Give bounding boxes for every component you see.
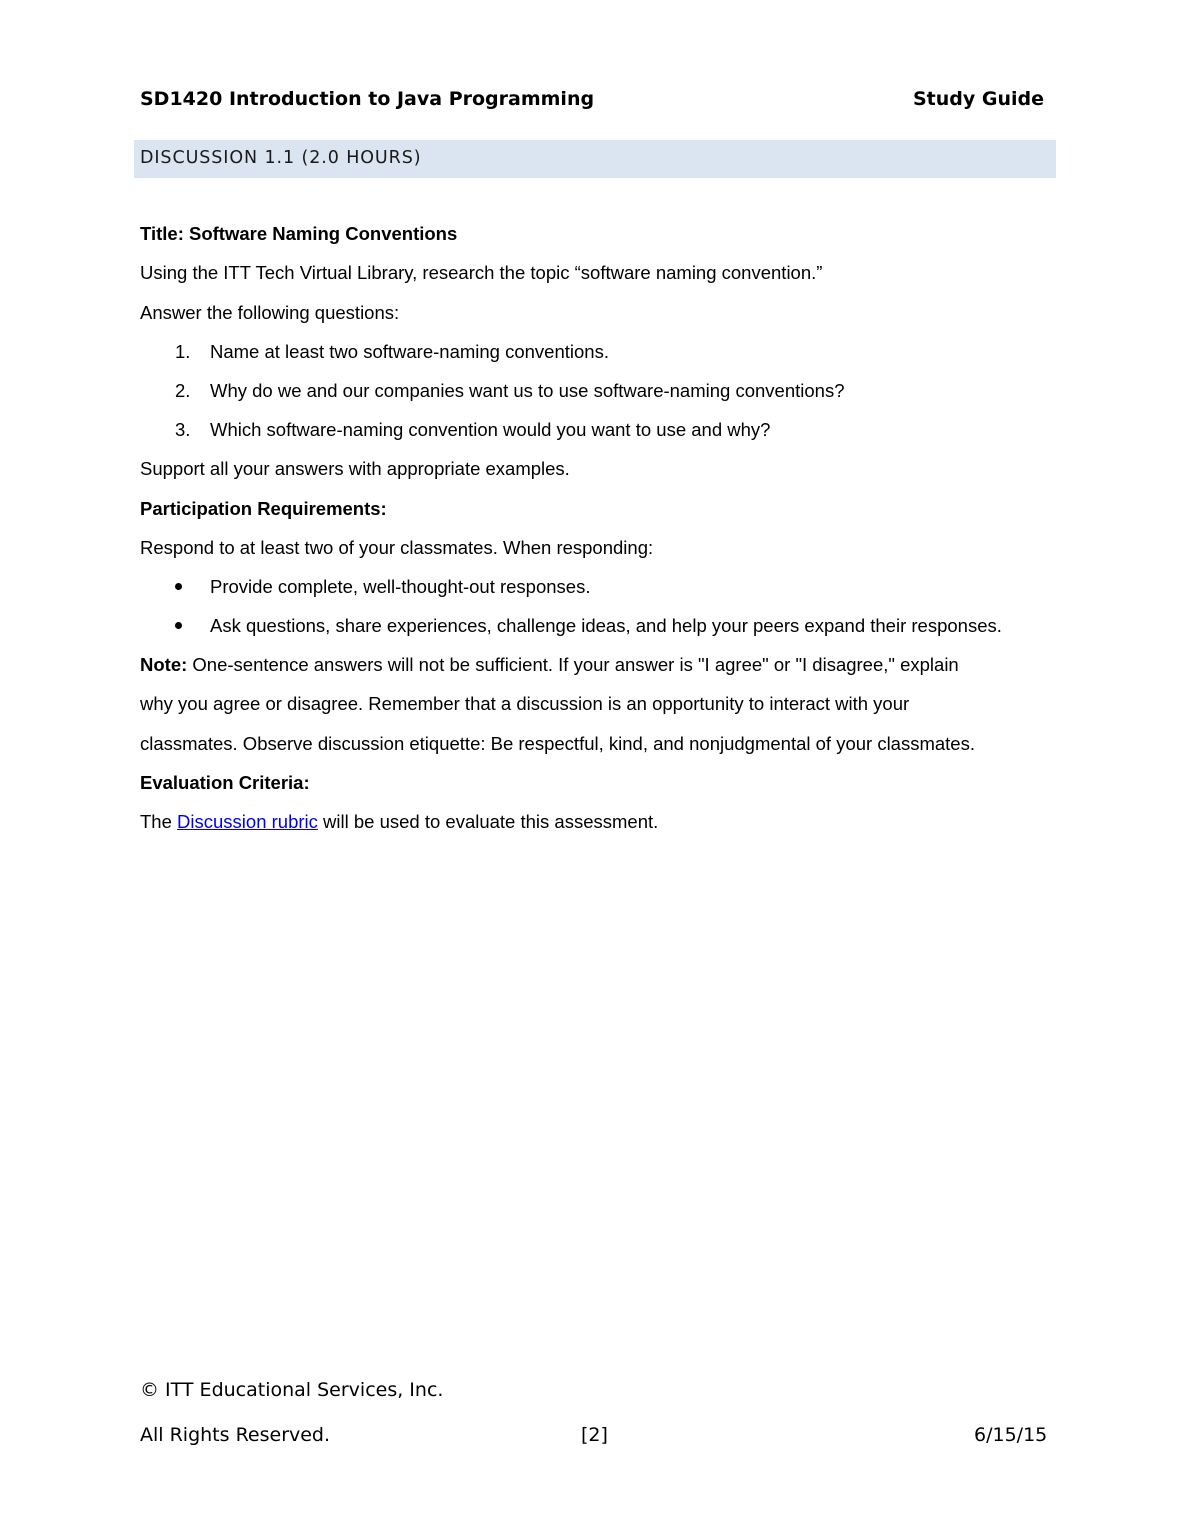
note-line	[140, 653, 959, 677]
note-line: classmates. Observe discussion etiquette: Be respectful, kind, and nonjudgmental of your classmates.	[140, 733, 975, 754]
participation-intro: Respond to at least two of your classmates. When responding:	[140, 537, 654, 558]
footer-rights: All Rights Reserved.	[140, 1424, 331, 1446]
evaluation-paragraph	[140, 810, 658, 834]
footer-date: 6/15/15	[974, 1424, 1048, 1446]
discussion-rubric-link[interactable]: Discussion rubric	[177, 811, 318, 832]
section-heading-bar	[134, 140, 1056, 178]
participation-heading: Participation Requirements:	[140, 498, 387, 519]
bullet-icon	[175, 622, 182, 629]
question-text: Which software-naming convention would you want to use and why?	[210, 419, 771, 440]
evaluation-suffix: will be used to evaluate this assessment.	[317, 811, 659, 832]
intro-paragraph: Using the ITT Tech Virtual Library, research the topic “software naming convention.”	[140, 262, 823, 283]
note-line: why you agree or disagree. Remember that a discussion is an opportunity to interact with your	[140, 693, 910, 714]
evaluation-prefix: The	[140, 811, 178, 832]
section-heading: DISCUSSION 1.1 (2.0 HOURS)	[140, 148, 422, 168]
page-number: [2]	[581, 1424, 608, 1446]
question-text: Name at least two software-naming conventions.	[210, 341, 609, 362]
list-number: 3.	[175, 419, 191, 440]
bullet-text: Ask questions, share experiences, challenge ideas, and help your peers expand their responses.	[210, 615, 1002, 636]
question-text: Why do we and our companies want us to use software-naming conventions?	[210, 380, 845, 401]
answer-prompt: Answer the following questions:	[140, 302, 400, 323]
assignment-title: Title: Software Naming Conventions	[140, 223, 458, 244]
support-paragraph: Support all your answers with appropriate examples.	[140, 458, 570, 479]
bullet-text: Provide complete, well-thought-out responses.	[210, 576, 591, 597]
list-number: 2.	[175, 380, 191, 401]
note-label: Note:	[140, 654, 188, 675]
evaluation-heading: Evaluation Criteria:	[140, 772, 310, 793]
page-header	[140, 88, 1044, 114]
bullet-icon	[175, 583, 182, 590]
list-number: 1.	[175, 341, 191, 362]
document-type: Study Guide	[912, 88, 1044, 110]
footer-copyright: © ITT Educational Services, Inc.	[140, 1379, 444, 1401]
course-title: SD1420 Introduction to Java Programming	[140, 88, 595, 110]
note-text: One-sentence answers will not be sufficient. If your answer is "I agree" or "I disagree," explain	[187, 654, 959, 675]
